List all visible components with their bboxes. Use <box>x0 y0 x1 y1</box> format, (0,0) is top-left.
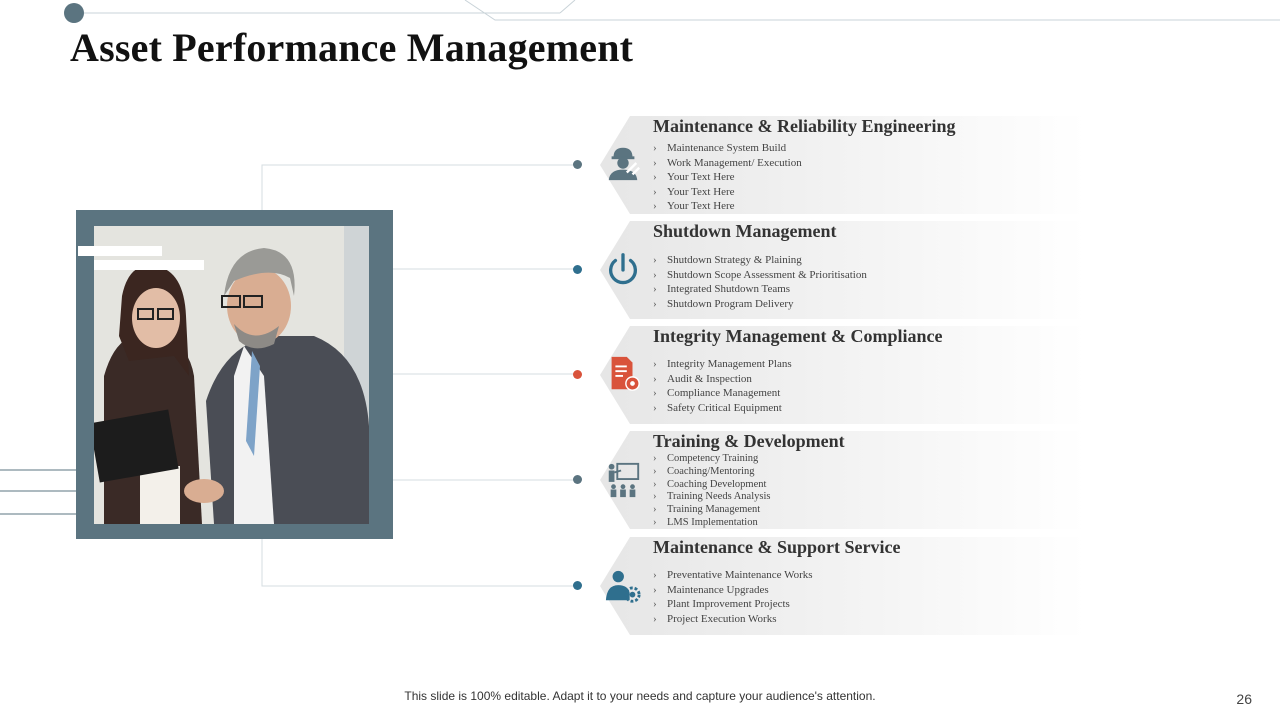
item-title: Training & Development <box>653 431 845 451</box>
item-list <box>653 453 770 530</box>
item-list <box>653 357 792 415</box>
item-list <box>653 141 802 214</box>
photo-tab-2 <box>94 260 204 270</box>
item-title: Integrity Management & Compliance <box>653 326 943 346</box>
list-item: › Your Text Here <box>653 199 802 214</box>
document-gear-icon <box>604 355 642 393</box>
list-item: › Project Execution Works <box>653 612 813 627</box>
service-item-maintenance-support <box>600 537 1086 635</box>
page-number: 26 <box>1236 691 1252 707</box>
item-title: Maintenance & Support Service <box>653 537 901 557</box>
list-item: › Integrity Management Plans <box>653 357 792 372</box>
list-item: › Compliance Management <box>653 386 792 401</box>
item-title: Maintenance & Reliability Engineering <box>653 116 956 136</box>
item-dot <box>573 475 582 484</box>
list-item: › Plant Improvement Projects <box>653 597 813 612</box>
presentation-training-icon <box>604 461 642 499</box>
photo-tab-1 <box>78 246 162 256</box>
item-dot <box>573 581 582 590</box>
item-dot <box>573 370 582 379</box>
list-item: › Coaching Development <box>653 479 770 492</box>
business-people-photo <box>94 226 369 524</box>
list-item: › Safety Critical Equipment <box>653 401 792 416</box>
list-item: › LMS Implementation <box>653 517 770 530</box>
engineer-tools-icon <box>604 144 642 182</box>
list-item: › Shutdown Program Delivery <box>653 297 867 312</box>
list-item: › Work Management/ Execution <box>653 156 802 171</box>
service-item-training-development <box>600 431 1086 529</box>
service-item-integrity-compliance <box>600 326 1086 424</box>
list-item: › Audit & Inspection <box>653 372 792 387</box>
item-list <box>653 568 813 626</box>
service-item-shutdown-management <box>600 221 1086 319</box>
list-item: › Integrated Shutdown Teams <box>653 282 867 297</box>
footer-note: This slide is 100% editable. Adapt it to your needs and capture your audience's attention. <box>404 689 876 703</box>
item-list <box>653 253 867 311</box>
list-item: › Your Text Here <box>653 185 802 200</box>
list-item: › Preventative Maintenance Works <box>653 568 813 583</box>
list-item: › Maintenance Upgrades <box>653 583 813 598</box>
service-item-maintenance-reliability <box>600 116 1086 214</box>
list-item: › Training Management <box>653 504 770 517</box>
list-item: › Maintenance System Build <box>653 141 802 156</box>
page-title: Asset Performance Management <box>70 25 634 70</box>
item-dot <box>573 265 582 274</box>
list-item: › Shutdown Strategy & Plaining <box>653 253 867 268</box>
photo-frame <box>76 210 393 539</box>
item-dot <box>573 160 582 169</box>
list-item: › Coaching/Mentoring <box>653 466 770 479</box>
power-icon <box>604 251 642 289</box>
list-item: › Shutdown Scope Assessment & Prioritisation <box>653 268 867 283</box>
list-item: › Competency Training <box>653 453 770 466</box>
list-item: › Training Needs Analysis <box>653 491 770 504</box>
person-gear-icon <box>604 568 642 606</box>
item-title: Shutdown Management <box>653 221 837 241</box>
list-item: › Your Text Here <box>653 170 802 185</box>
